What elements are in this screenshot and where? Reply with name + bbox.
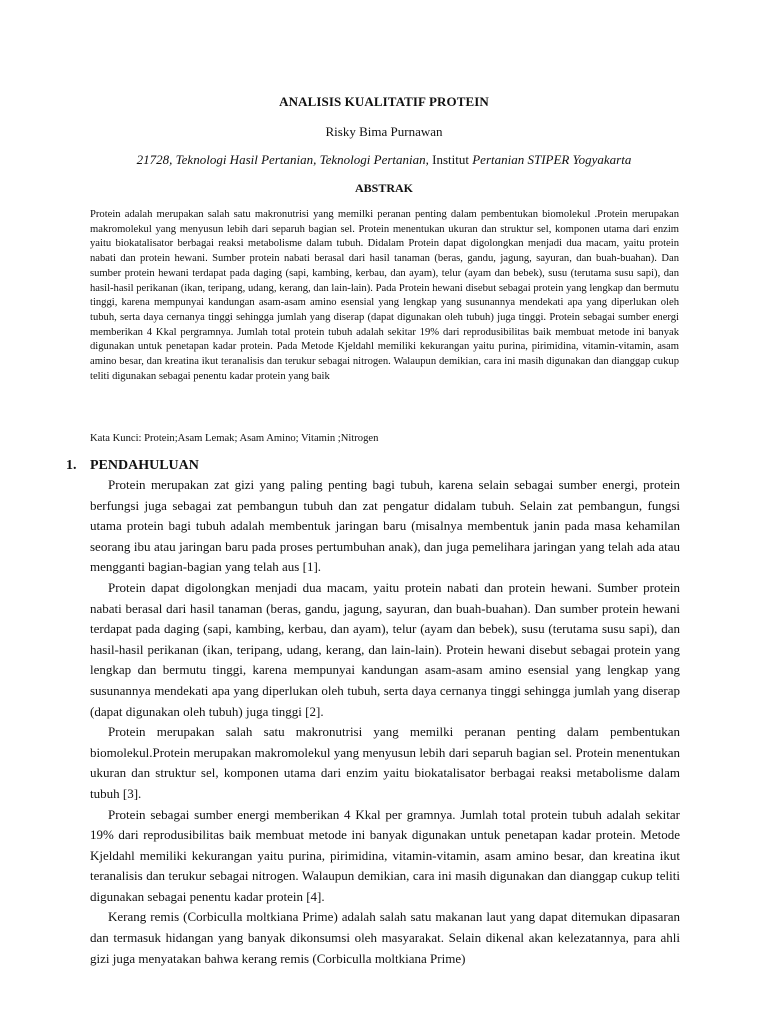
section-number: 1.	[66, 458, 77, 473]
affiliation-part-3: Pertanian STIPER Yogyakarta	[472, 152, 632, 167]
body-paragraph: Protein merupakan salah satu makronutrisi yang memilki peranan penting dalam pembentukan biomolekul.Protein merupakan makromolekul yang menyusun lebih dari separuh bagian sel. Protein menentukan ukuran dan struktur sel, komponen utama dari enzim yaitu biokatalisator berbagai reaksi metabolisme dalam tubuh [3].	[90, 724, 680, 801]
paper-title: ANALISIS KUALITATIF PROTEIN	[279, 94, 489, 109]
keywords: Kata Kunci: Protein;Asam Lemak; Asam Amino; Vitamin ;Nitrogen	[90, 433, 379, 444]
author-name: Risky Bima Purnawan	[325, 124, 443, 139]
affiliation-part-1: 21728, Teknologi Hasil Pertanian, Teknologi Pertanian,	[136, 152, 429, 167]
body-paragraph: Protein sebagai sumber energi memberikan 4 Kkal per gramnya. Jumlah total protein tubuh adalah sekitar 19% dari reprodusibilitas baik membuat metode ini banyak digunakan untuk penetapan kadar protein. Metode Kjeldahl memiliki kekurangan yaitu purina, pirimidina, vitamin-vitamin, asam amino besar, dan kreatina ikut teranalisis dan terukur sebagai nitrogen. Walaupun demikian, cara ini masih digunakan dan dianggap cukup teliti digunakan sebagai penentu kadar protein [4].	[90, 806, 680, 904]
body-paragraph: Kerang remis (Corbiculla moltkiana Prime) adalah salah satu makanan laut yang dapat ditemukan dipasaran dan termasuk hidangan yang banyak dikonsumsi oleh masyarakat. Selain dikenal akan kelezatannya, para ahli gizi juga menyatakan bahwa kerang remis (Corbiculla moltkiana Prime)	[90, 909, 680, 966]
abstract-heading: ABSTRAK	[354, 181, 413, 195]
section-body	[90, 475, 680, 969]
body-paragraph: Protein merupakan zat gizi yang paling penting bagi tubuh, karena selain sebagai sumber energi, protein berfungsi juga sebagai zat pembangun tubuh dan zat pengatur didalam tubuh. Selain zat pembangun, fungsi utama protein bagi tubuh adalah membentuk jaringan baru (misalnya membentuk janin pada masa kehamilan seorang ibu atau jaringan baru pada proses pertumbuhan anak), dan juga pemelihara jaringan yang telah ada atau mengganti bagian-bagian yang telah aus [1].	[90, 477, 680, 575]
author-affiliation	[0, 152, 768, 168]
affiliation-part-2: Institut	[428, 152, 473, 167]
abstract-text: Protein adalah merupakan salah satu makronutrisi yang memilki peranan penting dalam pembentukan biomolekul .Protein merupakan makromolekul yang menyusun lebih dari separuh bagian sel. Protein menentukan ukuran dan struktur sel, komponen utama dari enzim yaitu biokatalisator berbagai reaksi metabolisme dalam tubuh. Didalam Protein dapat digolongkan menjadi dua macam, yaitu protein nabati dan protein hewani. Sumber protein nabati berasal dari hasil tanaman (beras, gandu, jagung, sayuran, dan buah-buahan). Dan sumber protein hewani terdapat pada daging (sapi, kambing, kerbau, dan ayam), telur (ayam dan bebek), susu (terutama susu sapi), dan hasil-hasil perikanan (ikan, teripang, udang, kerang, dan lain-lain). Pada Protein hewani disebut sebagai protein yang lengkap dan bermutu tinggi, karena mempunyai kandungan asam-asam amino esensial yang lengkap yang susunannya mendekati apa yang diperlukan oleh tubuh, serta daya cernanya tinggi sehingga jumlah yang diserap (dapat digunakan oleh tubuh) juga tinggi. Protein sebagai sumber energi memberikan 4 Kkal pergramnya. Jumlah total protein tubuh adalah sekitar 19% dari reprodusibilitas baik membuat metode ini banyak digunakan untuk penetapan kadar protein. Pada Metode Kjeldahl memiliki kekurangan yaitu purina, pirimidina, vitamin-vitamin, asam amino besar, dan kreatina ikut teranalisis dan terukur sebagai nitrogen. Walaupun demikian, cara ini masih digunakan dan dianggap cukup teliti digunakan sebagai penentu kadar protein yang baik	[90, 209, 679, 382]
section-title: PENDAHULUAN	[90, 458, 199, 473]
body-paragraph: Protein dapat digolongkan menjadi dua macam, yaitu protein nabati dan protein hewani. Sumber protein nabati berasal dari hasil tanaman (beras, gandu, jagung, sayuran, dan buah-buahan). Dan sumber protein hewani terdapat pada daging (sapi, kambing, kerbau, dan ayam), telur (ayam dan bebek), susu (terutama susu sapi), dan hasil-hasil perikanan (ikan, teripang, udang, kerang, dan lain-lain). Protein hewani disebut sebagai protein yang lengkap dan bermutu tinggi, karena mempunyai kandungan asam-asam amino esensial yang lengkap yang susunannya mendekati apa yang diperlukan oleh tubuh, serta daya cernanya tinggi sehingga jumlah yang diserap (dapat digunakan oleh tubuh) juga tinggi [2].	[90, 579, 680, 719]
section-heading	[66, 458, 199, 474]
